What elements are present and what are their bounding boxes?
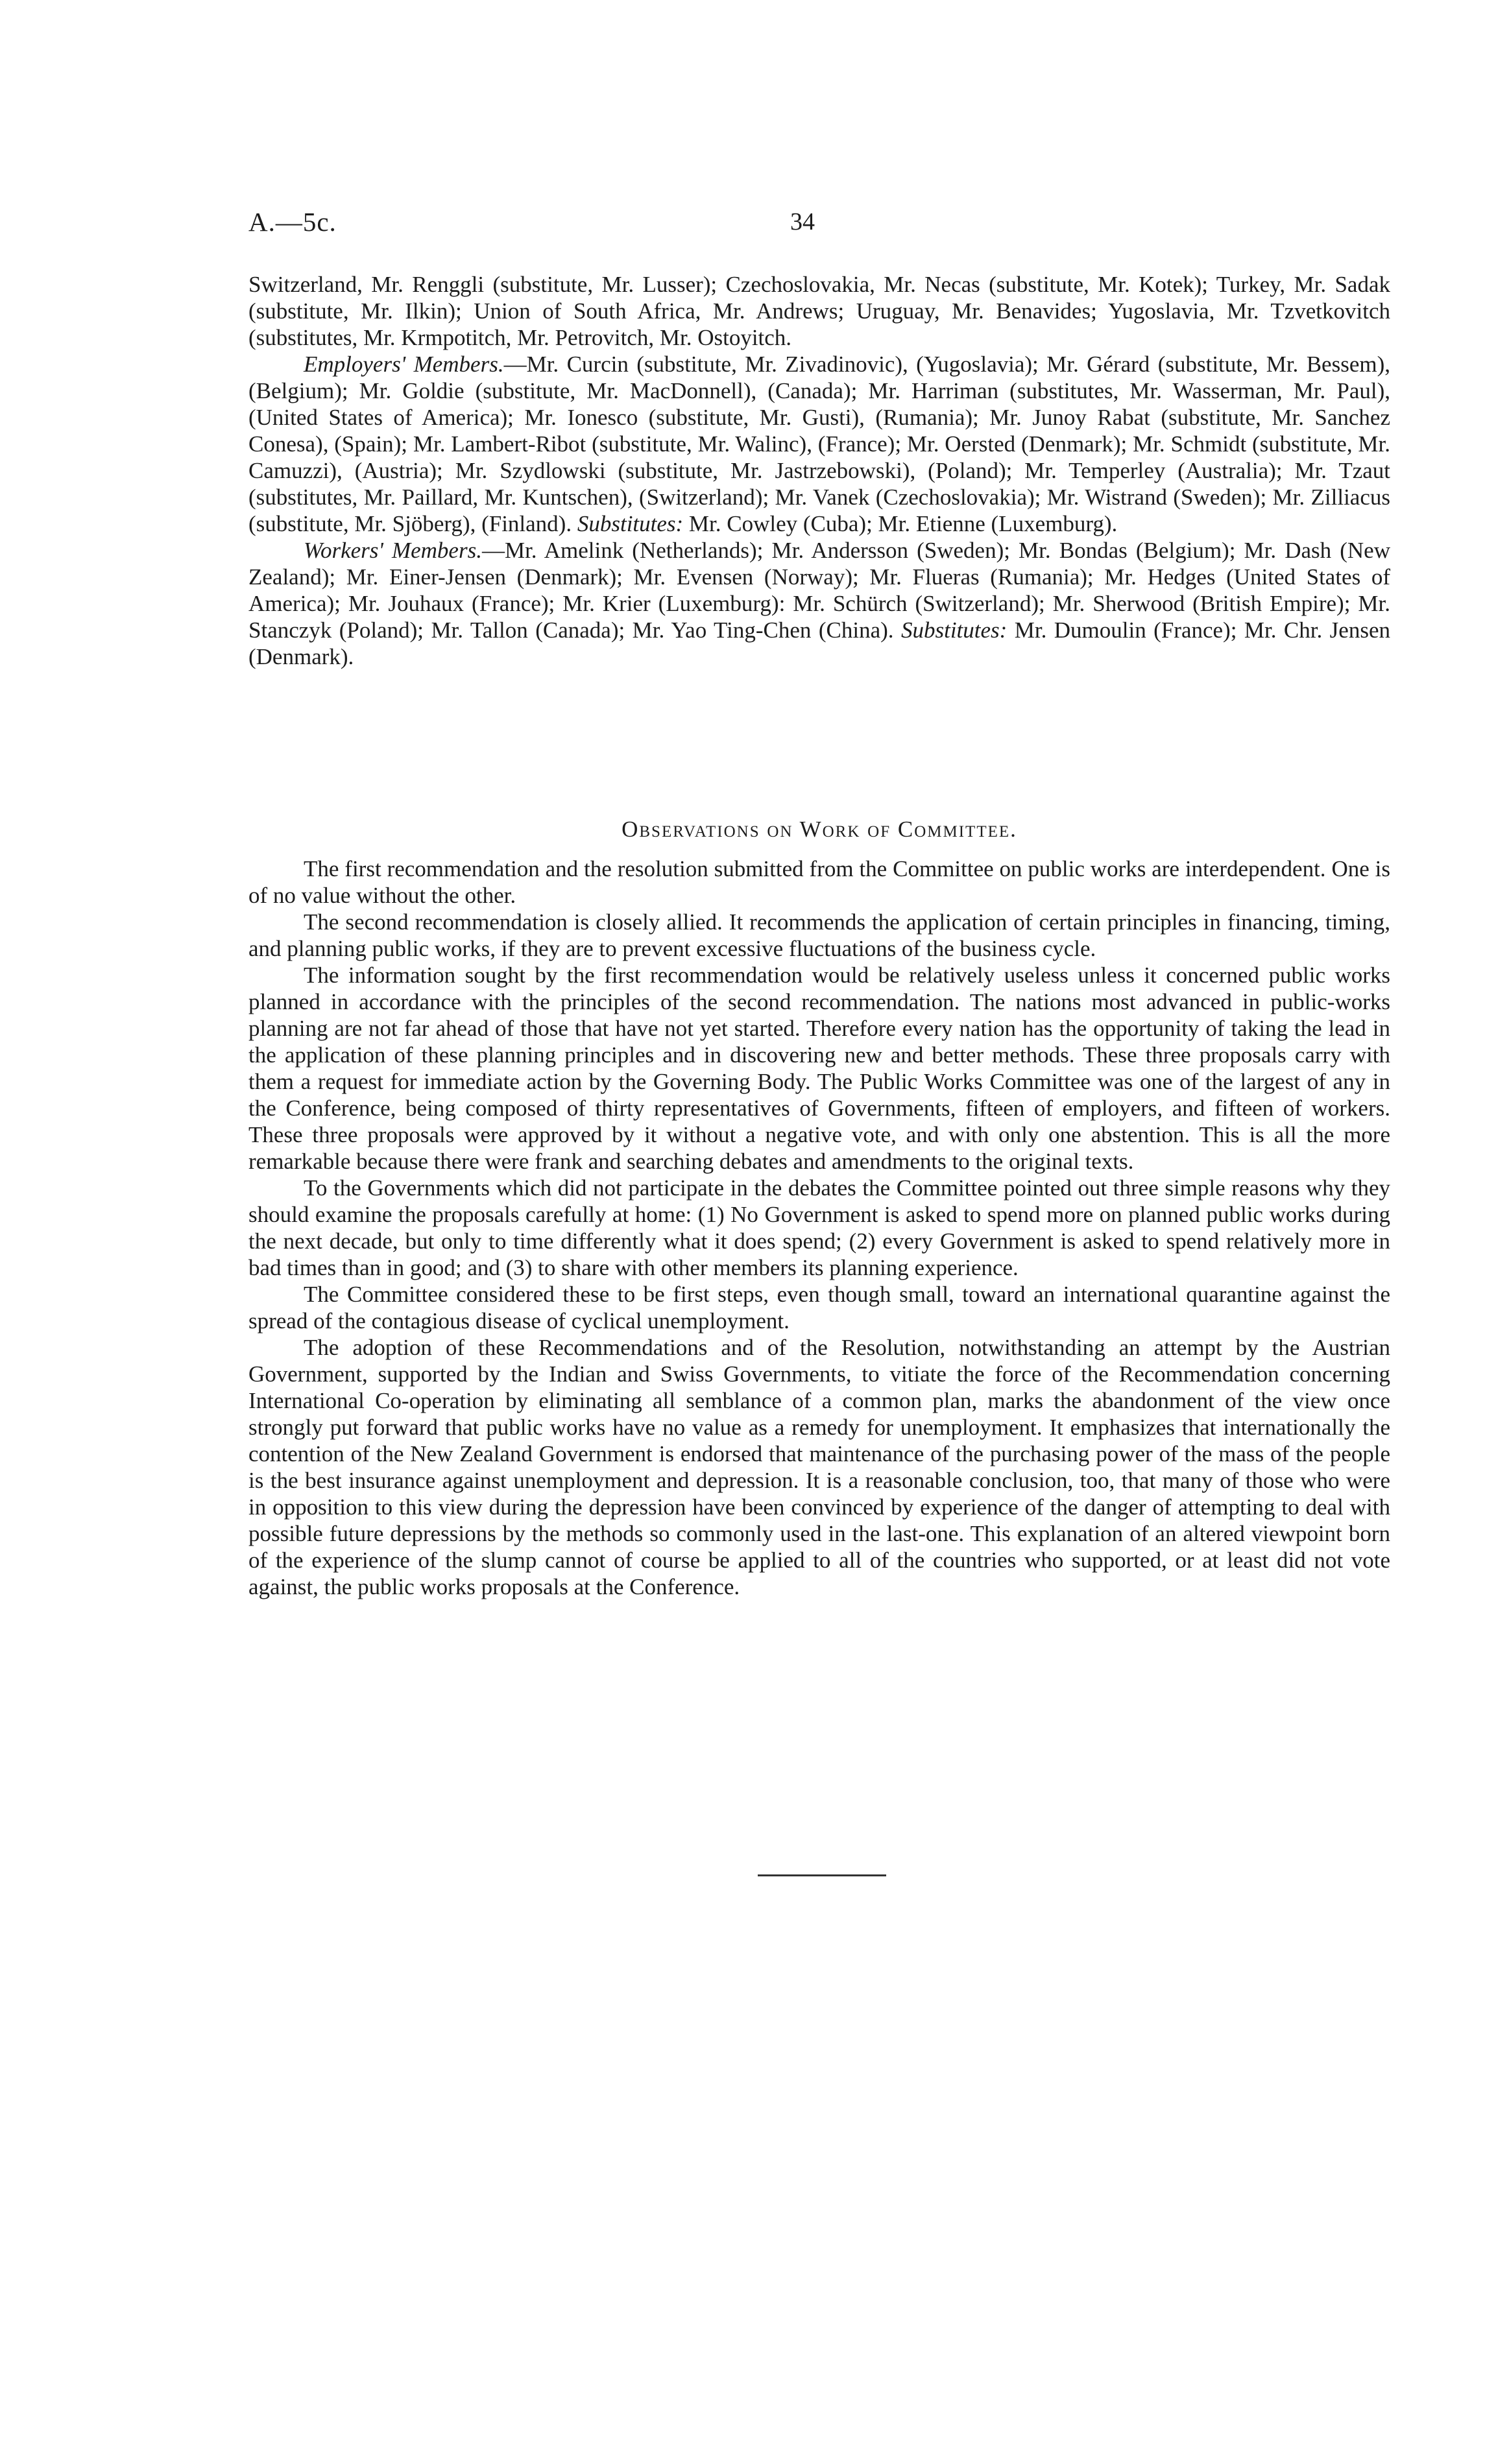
employers-substitutes-list: Mr. Cowley (Cuba); Mr. Etienne (Luxemburg). [683,511,1118,536]
employers-members-list: —Mr. Curcin (substitute, Mr. Zivadinovic), (Yugoslavia); Mr. Gérard (substitute, Mr. Bessem), (Belgium); Mr. Goldie (substitute, Mr. MacDonnell), (Canada); Mr. Harriman (substitutes, Mr. Wasserman, Mr. Paul), (United States of America); Mr. Ionesco (substitute, Mr. Gusti), (Rumania); Mr. Junoy Rabat (substitute, Mr. Sanchez Conesa), (Spain); Mr. Lambert-Ribot (substitute, Mr. Walinc), (France); Mr. Oersted (Denmark); Mr. Schmidt (substitute, Mr. Camuzzi), (Austria); Mr. Szydlowski (substitute, Mr. Jastrzebowski), (Poland); Mr. Temperley (Australia); Mr. Tzaut (substitutes, Mr. Paillard, Mr. Kuntschen), (Switzerland); Mr. Vanek (Czechoslovakia); Mr. Wistrand (Sweden); Mr. Zilliacus (substitute, Mr. Sjöberg), (Finland). [248,352,1390,536]
government-members-continued: Switzerland, Mr. Renggli (substitute, Mr. Lusser); Czechoslovakia, Mr. Necas (substitute, Mr. Kotek); Turkey, Mr. Sadak (substitute, Mr. Ilkin); Union of South Africa, Mr. Andrews; Uruguay, Mr. Benavides; Yugoslavia, Mr. Tzvetkovitch (substitutes, Mr. Krmpotitch, Mr. Petrovitch, Mr. Ostoyitch. [248,272,1390,350]
workers-members-paragraph [248,537,1390,670]
closing-rule [758,1874,886,1876]
observation-paragraph: To the Governments which did not participate in the debates the Committee pointed out three simple reasons why they should examine the proposals carefully at home: (1) No Government is asked to spend more on planned public works during the next decade, but only to time differently what it does spend; (2) every Government is asked to spend relatively more in bad times than in good; and (3) to share with other members its planning experience. [248,1175,1390,1280]
workers-substitutes-label: Substitutes: [900,617,1008,643]
employers-substitutes-label: Substitutes: [577,511,684,536]
workers-substitutes-list: Mr. Dumoulin (France); Mr. Chr. Jensen (Denmark). [248,617,1390,669]
committee-members-section [248,271,1390,670]
workers-members-label: Workers' Members. [304,538,482,563]
employers-members-paragraph [248,351,1390,537]
employers-members-label: Employers' Members. [304,352,504,377]
observations-section [248,816,1390,1600]
workers-members-list: —Mr. Amelink (Netherlands); Mr. Andersson (Sweden); Mr. Bondas (Belgium); Mr. Dash (New Zealand); Mr. Einer-Jensen (Denmark); Mr. Evensen (Norway); Mr. Flueras (Rumania); Mr. Hedges (United States of America); Mr. Jouhaux (France); Mr. Krier (Luxemburg): Mr. Schürch (Switzerland); Mr. Sherwood (British Empire); Mr. Stanczyk (Poland); Mr. Tallon (Canada); Mr. Yao Ting-Chen (China). [248,538,1390,643]
observation-paragraph: The Committee considered these to be first steps, even though small, toward an international quarantine against the spread of the contagious disease of cyclical unemployment. [248,1282,1390,1334]
observation-paragraph: The first recommendation and the resolution submitted from the Committee on public works are interdependent. One is of no value without the other. [248,856,1390,908]
observation-paragraph: The information sought by the first recommendation would be relatively useless unless it concerned public works planned in accordance with the principles of the second recommendation. The nations most advanced in public-works planning are not far ahead of those that have not yet started. Therefore every nation has the opportunity of taking the lead in the application of these planning principles and in discovering new and better methods. These three proposals carry with them a request for immediate action by the Governing Body. The Public Works Committee was one of the largest of any in the Conference, being composed of thirty representatives of Governments, fifteen of employers, and fifteen of workers. These three proposals were approved by it without a negative vote, and with only one abstention. This is all the more remarkable because there were frank and searching debates and amendments to the original texts. [248,963,1390,1174]
observation-paragraph: The adoption of these Recommendations and of the Resolution, notwithstanding an attempt by the Austrian Government, supported by the Indian and Swiss Governments, to vitiate the force of the Recommendation concerning International Co-operation by eliminating all semblance of a common plan, marks the abandonment of the view once strongly put forward that public works have no value as a remedy for unemployment. It emphasizes that internationally the contention of the New Zealand Government is endorsed that maintenance of the purchasing power of the mass of the people is the best insurance against unemployment and depression. It is a reasonable conclusion, too, that many of those who were in opposition to this view during the depression have been convinced by experience of the danger of attempting to deal with possible future depressions by the methods so commonly used in the last-one. This explanation of an altered viewpoint born of the experience of the slump cannot of course be applied to all of the countries who supported, or at least did not vote against, the public works proposals at the Conference. [248,1335,1390,1599]
page-header [248,206,1390,245]
page-number: 34 [790,208,815,235]
section-heading: Observations on Work of Committee. [622,817,1017,842]
document-reference: A.—5c. [248,207,337,237]
observation-paragraph: The second recommendation is closely allied. It recommends the application of certain principles in financing, timing, and planning public works, if they are to prevent excessive fluctuations of the business cycle. [248,909,1390,961]
